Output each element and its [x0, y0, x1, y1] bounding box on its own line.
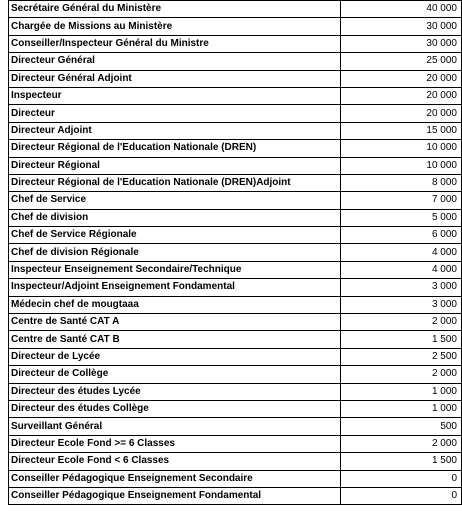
position-label-cell[interactable]: Directeur Régional de l'Education Nationale (DREN)Adjoint [9, 174, 341, 191]
amount-value-cell[interactable]: 15 000 [340, 122, 461, 139]
table-row [9, 53, 462, 70]
position-label-cell[interactable]: Surveillant Général [9, 418, 341, 435]
table-row [9, 418, 462, 435]
position-label-cell[interactable]: Chef de division Régionale [9, 244, 341, 261]
amount-value-cell[interactable]: 1 000 [340, 400, 461, 417]
position-label-cell[interactable]: Directeur Adjoint [9, 122, 341, 139]
amount-value-cell[interactable]: 40 000 [340, 1, 461, 18]
position-label-cell[interactable]: Chargée de Missions au Ministère [9, 18, 341, 35]
table-row [9, 140, 462, 157]
position-label-cell[interactable]: Chef de Service Régionale [9, 227, 341, 244]
table-row [9, 35, 462, 52]
amount-value-cell[interactable]: 1 500 [340, 453, 461, 470]
amount-value-cell[interactable]: 10 000 [340, 157, 461, 174]
table-row [9, 87, 462, 104]
position-label-cell[interactable]: Directeur Régional [9, 157, 341, 174]
position-label-cell[interactable]: Chef de division [9, 209, 341, 226]
amount-value-cell[interactable]: 4 000 [340, 244, 461, 261]
amount-value-cell[interactable]: 6 000 [340, 227, 461, 244]
position-label-cell[interactable]: Conseiller Pédagogique Enseignement Secondaire [9, 470, 341, 487]
table-row [9, 470, 462, 487]
amount-value-cell[interactable]: 20 000 [340, 105, 461, 122]
position-label-cell[interactable]: Centre de Santé CAT B [9, 331, 341, 348]
amount-value-cell[interactable]: 5 000 [340, 209, 461, 226]
table-row [9, 227, 462, 244]
table-row [9, 70, 462, 87]
table-row [9, 331, 462, 348]
amount-value-cell[interactable]: 30 000 [340, 18, 461, 35]
position-label-cell[interactable]: Chef de Service [9, 192, 341, 209]
position-label-cell[interactable]: Directeur Régional de l'Education Nationale (DREN) [9, 140, 341, 157]
table-row [9, 453, 462, 470]
table-row [9, 487, 462, 504]
table-body [9, 1, 462, 505]
table-row [9, 122, 462, 139]
amount-value-cell[interactable]: 500 [340, 418, 461, 435]
position-label-cell[interactable]: Médecin chef de mougtaaa [9, 296, 341, 313]
table-row [9, 1, 462, 18]
position-label-cell[interactable]: Conseiller Pédagogique Enseignement Fondamental [9, 487, 341, 504]
amount-value-cell[interactable]: 1 500 [340, 331, 461, 348]
position-label-cell[interactable]: Directeur Ecole Fond >= 6 Classes [9, 435, 341, 452]
position-label-cell[interactable]: Centre de Santé CAT A [9, 314, 341, 331]
table-row [9, 348, 462, 365]
amount-value-cell[interactable]: 3 000 [340, 279, 461, 296]
amount-value-cell[interactable]: 4 000 [340, 261, 461, 278]
table-row [9, 279, 462, 296]
table-row [9, 261, 462, 278]
amount-value-cell[interactable]: 20 000 [340, 87, 461, 104]
position-label-cell[interactable]: Directeur des études Collège [9, 400, 341, 417]
position-label-cell[interactable]: Directeur Général [9, 53, 341, 70]
indemnity-table [8, 0, 462, 505]
amount-value-cell[interactable]: 2 000 [340, 366, 461, 383]
position-label-cell[interactable]: Inspecteur/Adjoint Enseignement Fondamental [9, 279, 341, 296]
amount-value-cell[interactable]: 30 000 [340, 35, 461, 52]
amount-value-cell[interactable]: 10 000 [340, 140, 461, 157]
table-row [9, 435, 462, 452]
position-label-cell[interactable]: Directeur [9, 105, 341, 122]
table-row [9, 400, 462, 417]
amount-value-cell[interactable]: 7 000 [340, 192, 461, 209]
amount-value-cell[interactable]: 0 [340, 487, 461, 504]
position-label-cell[interactable]: Directeur des études Lycée [9, 383, 341, 400]
position-label-cell[interactable]: Directeur Général Adjoint [9, 70, 341, 87]
table-row [9, 105, 462, 122]
position-label-cell[interactable]: Directeur Ecole Fond < 6 Classes [9, 453, 341, 470]
amount-value-cell[interactable]: 1 000 [340, 383, 461, 400]
amount-value-cell[interactable]: 2 500 [340, 348, 461, 365]
table-row [9, 244, 462, 261]
position-label-cell[interactable]: Directeur de Collège [9, 366, 341, 383]
table-row [9, 296, 462, 313]
table-row [9, 314, 462, 331]
amount-value-cell[interactable]: 2 000 [340, 435, 461, 452]
spreadsheet-area [8, 0, 462, 505]
position-label-cell[interactable]: Conseiller/Inspecteur Général du Ministre [9, 35, 341, 52]
table-row [9, 192, 462, 209]
amount-value-cell[interactable]: 8 000 [340, 174, 461, 191]
amount-value-cell[interactable]: 2 000 [340, 314, 461, 331]
table-row [9, 366, 462, 383]
amount-value-cell[interactable]: 25 000 [340, 53, 461, 70]
amount-value-cell[interactable]: 3 000 [340, 296, 461, 313]
table-row [9, 174, 462, 191]
position-label-cell[interactable]: Inspecteur [9, 87, 341, 104]
position-label-cell[interactable]: Secrétaire Général du Ministère [9, 1, 341, 18]
position-label-cell[interactable]: Inspecteur Enseignement Secondaire/Technique [9, 261, 341, 278]
table-row [9, 18, 462, 35]
table-row [9, 157, 462, 174]
table-row [9, 383, 462, 400]
amount-value-cell[interactable]: 0 [340, 470, 461, 487]
table-row [9, 209, 462, 226]
position-label-cell[interactable]: Directeur de Lycée [9, 348, 341, 365]
amount-value-cell[interactable]: 20 000 [340, 70, 461, 87]
